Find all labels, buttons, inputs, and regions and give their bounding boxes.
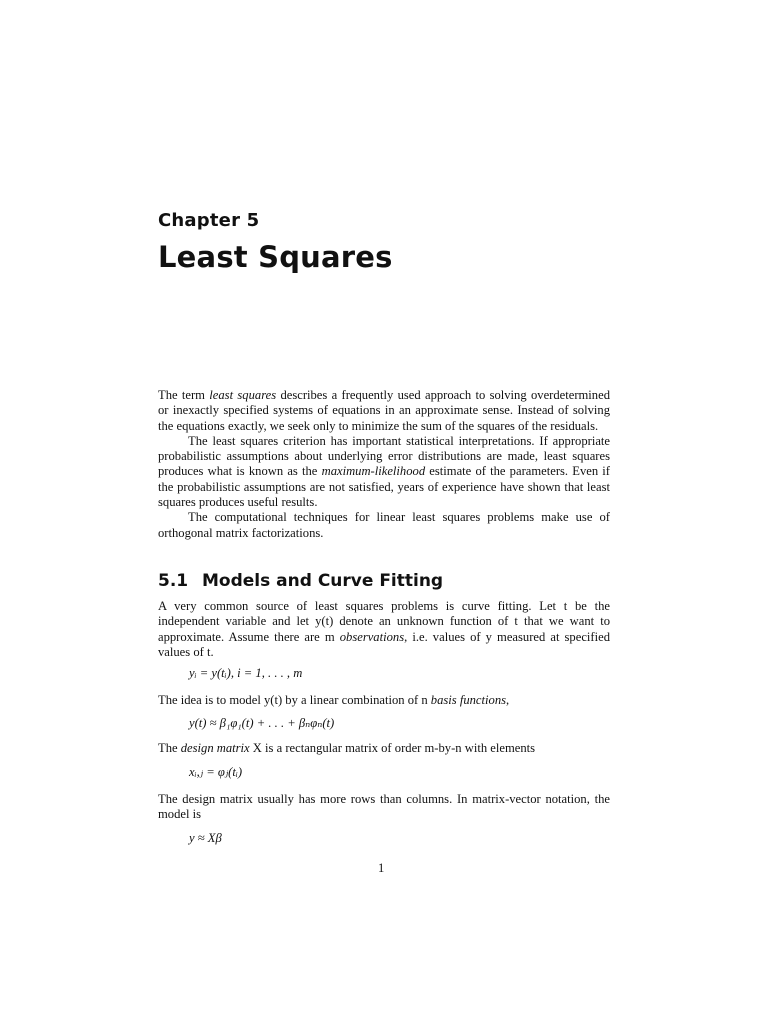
intro-text — [158, 388, 610, 541]
term-basis-functions: basis functions — [430, 693, 507, 707]
equation-design-matrix: xᵢ,ⱼ = φⱼ(tᵢ) — [189, 765, 243, 779]
body-paragraph-3: The design matrix X is a rectangular matrix of order m-by-n with elements — [158, 741, 536, 755]
term-observations: observations — [339, 629, 405, 644]
chapter-label: Chapter 5 — [158, 210, 260, 231]
term-design-matrix: design matrix — [180, 741, 250, 755]
section-title: Models and Curve Fitting — [202, 571, 444, 591]
equation-linear-model: y(t) ≈ β₁φ₁(t) + . . . + βₙφₙ(t) — [189, 716, 335, 730]
intro-paragraph-2: The least squares criterion has important statistical interpretations. If appropriate probabilistic assumptions about underlying error distributions are made, least squares produces what is known as the maximum-likelihood estimate of the parameters. Even if the probabilistic assumptions are not satisfied, years of experience have shown that least squares produces useful results. — [158, 433, 610, 510]
chapter-title: Least Squares — [158, 240, 393, 274]
section-heading — [158, 571, 443, 591]
body-paragraph-1: A very common source of least squares problems is curve fitting. Let t be the independent variable and let y(t) denote an unknown function of t that we want to approximate. Assume there are m observations, i.e. values of y measured at specified values of t. — [158, 599, 610, 659]
equation-observations: yᵢ = y(tᵢ), i = 1, . . . , m — [189, 666, 303, 680]
intro-paragraph-1: The term least squares describes a frequently used approach to solving overdetermined or inexactly specified systems of equations in an approximate sense. Instead of solving the equations exactly, we seek only to minimize the sum of the squares of the residuals. — [158, 388, 610, 433]
body-paragraph-2: The idea is to model y(t) by a linear combination of n basis functions, — [158, 693, 510, 707]
term-maximum-likelihood: maximum-likelihood — [321, 464, 426, 479]
term-least-squares: least squares — [209, 388, 277, 402]
body-paragraph-4: The design matrix usually has more rows than columns. In matrix-vector notation, the model is — [158, 792, 610, 822]
page-number: 1 — [378, 861, 385, 875]
equation-matrix-model: y ≈ Xβ — [189, 831, 222, 845]
intro-paragraph-3: The computational techniques for linear least squares problems make use of orthogonal matrix factorizations. — [158, 510, 610, 540]
section-number: 5.1 — [158, 571, 189, 591]
